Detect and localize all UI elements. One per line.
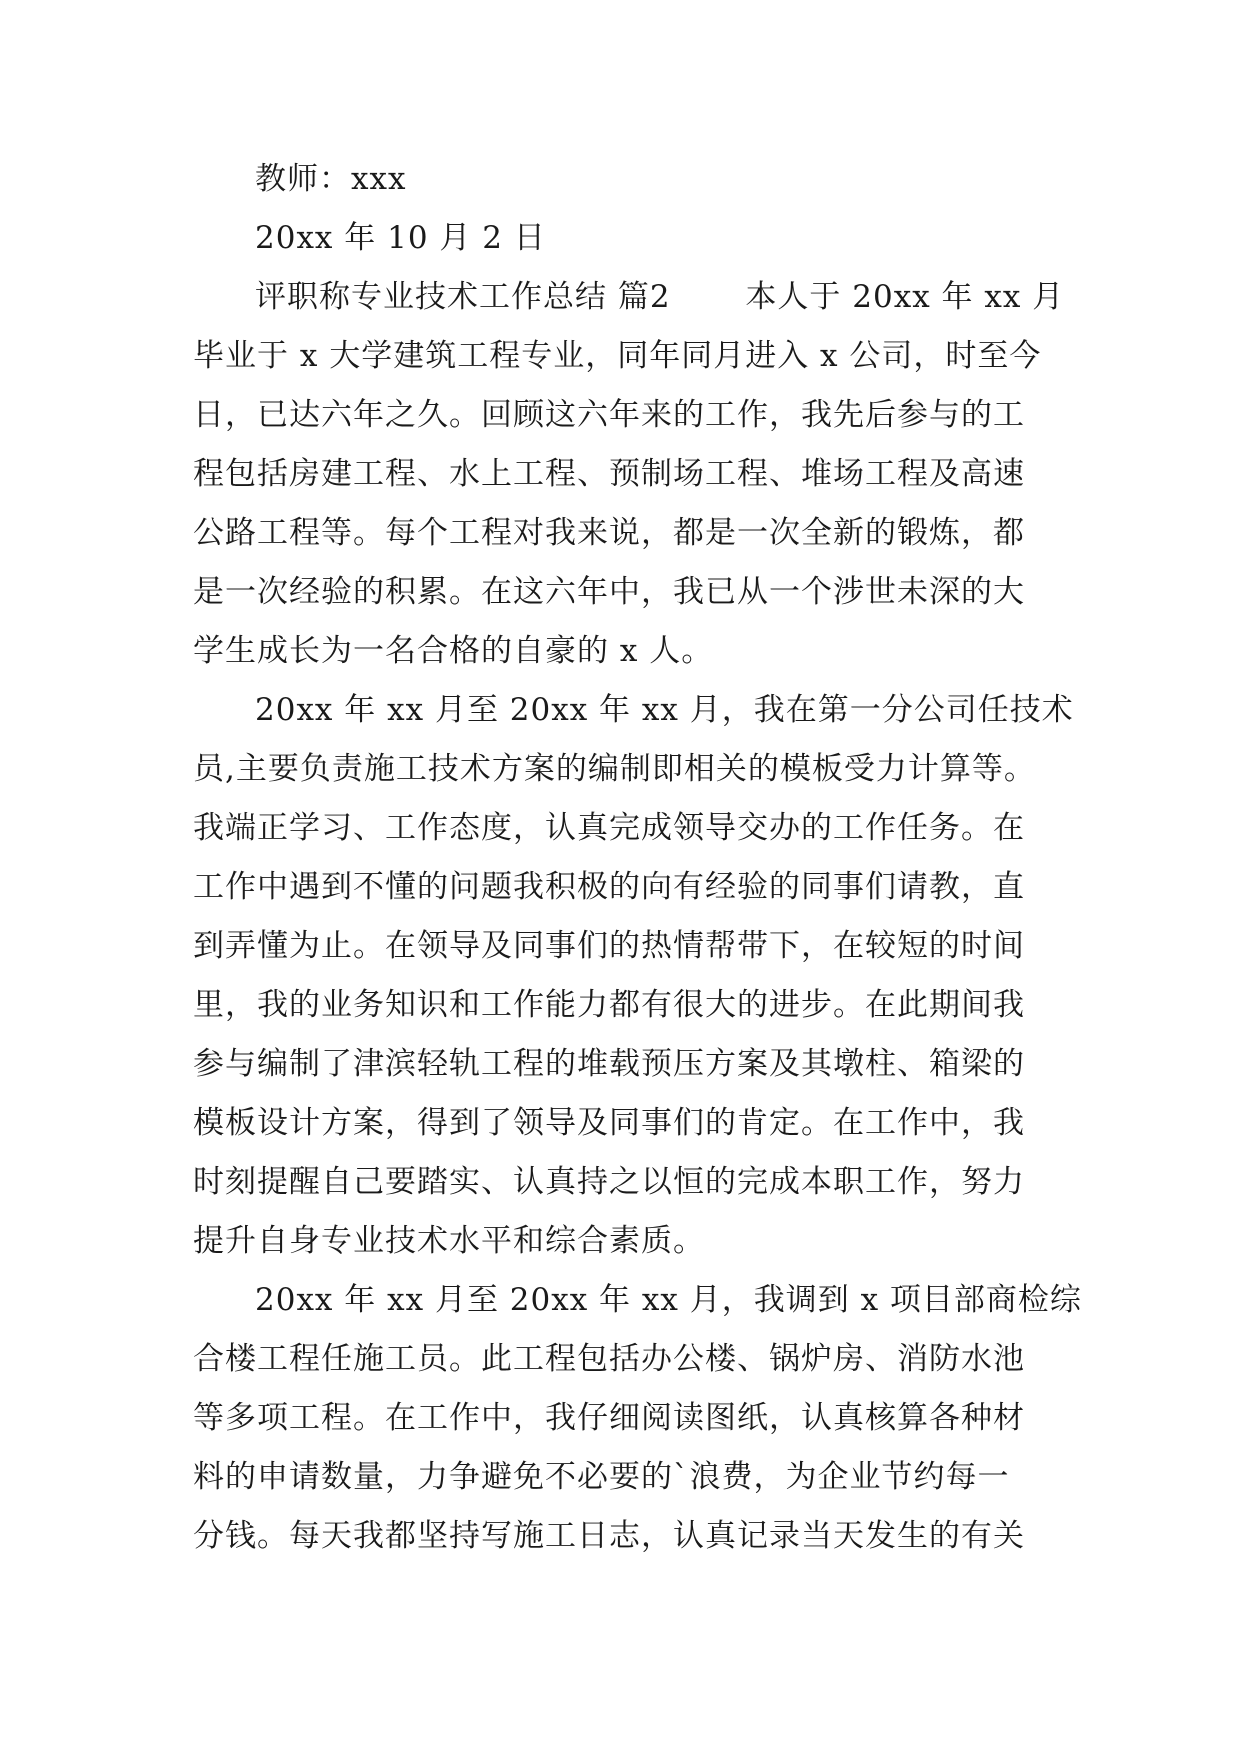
date-line: 20xx 年 10 月 2 日 [255, 220, 546, 256]
paragraph-line: 员,主要负责施工技术方案的编制即相关的模板受力计算等。 [193, 751, 1036, 787]
paragraph-line: 料的申请数量，力争避免不必要的`浪费，为企业节约每一 [193, 1459, 1010, 1495]
paragraph-line: 模板设计方案，得到了领导及同事们的肯定。在工作中，我 [193, 1105, 1025, 1141]
paragraph-3 [193, 1271, 1082, 1566]
paragraph-line: 20xx 年 xx 月至 20xx 年 xx 月，我在第一分公司任技术 [255, 692, 1074, 728]
paragraph-line: 学生成长为一名合格的自豪的 x 人。 [193, 633, 714, 669]
paragraph-line: 工作中遇到不懂的问题我积极的向有经验的同事们请教，直 [193, 869, 1025, 905]
document-body [193, 150, 1082, 1566]
paragraph-line: 时刻提醒自己要踏实、认真持之以恒的完成本职工作，努力 [193, 1164, 1025, 1200]
paragraph-line: 等多项工程。在工作中，我仔细阅读图纸，认真核算各种材 [193, 1400, 1025, 1436]
paragraph-line: 到弄懂为止。在领导及同事们的热情帮带下，在较短的时间 [193, 928, 1025, 964]
paragraph-2 [193, 681, 1074, 1271]
paragraph-line: 分钱。每天我都坚持写施工日志，认真记录当天发生的有关 [193, 1518, 1025, 1554]
signature-line: 教师：xxx [255, 161, 407, 197]
paragraph-line: 参与编制了津滨轻轨工程的堆载预压方案及其墩柱、箱梁的 [193, 1046, 1025, 1082]
paragraph-line: 提升自身专业技术水平和综合素质。 [193, 1223, 705, 1259]
paragraph-line: 日，已达六年之久。回顾这六年来的工作，我先后参与的工 [193, 397, 1025, 433]
paragraph-line: 程包括房建工程、水上工程、预制场工程、堆场工程及高速 [193, 456, 1025, 492]
paragraph-line: 评职称专业技术工作总结 篇2 本人于 20xx 年 xx 月 [255, 279, 1065, 315]
paragraph-line: 合楼工程任施工员。此工程包括办公楼、锅炉房、消防水池 [193, 1341, 1025, 1377]
paragraph-1 [193, 268, 1065, 681]
paragraph-line: 毕业于 x 大学建筑工程专业，同年同月进入 x 公司，时至今 [193, 338, 1042, 374]
paragraph-line: 20xx 年 xx 月至 20xx 年 xx 月，我调到 x 项目部商检综 [255, 1282, 1082, 1318]
paragraph-line: 公路工程等。每个工程对我来说，都是一次全新的锻炼，都 [193, 515, 1025, 551]
paragraph-line: 我端正学习、工作态度，认真完成领导交办的工作任务。在 [193, 810, 1025, 846]
paragraph-line: 里，我的业务知识和工作能力都有很大的进步。在此期间我 [193, 987, 1025, 1023]
paragraph-line: 是一次经验的积累。在这六年中，我已从一个涉世未深的大 [193, 574, 1025, 610]
